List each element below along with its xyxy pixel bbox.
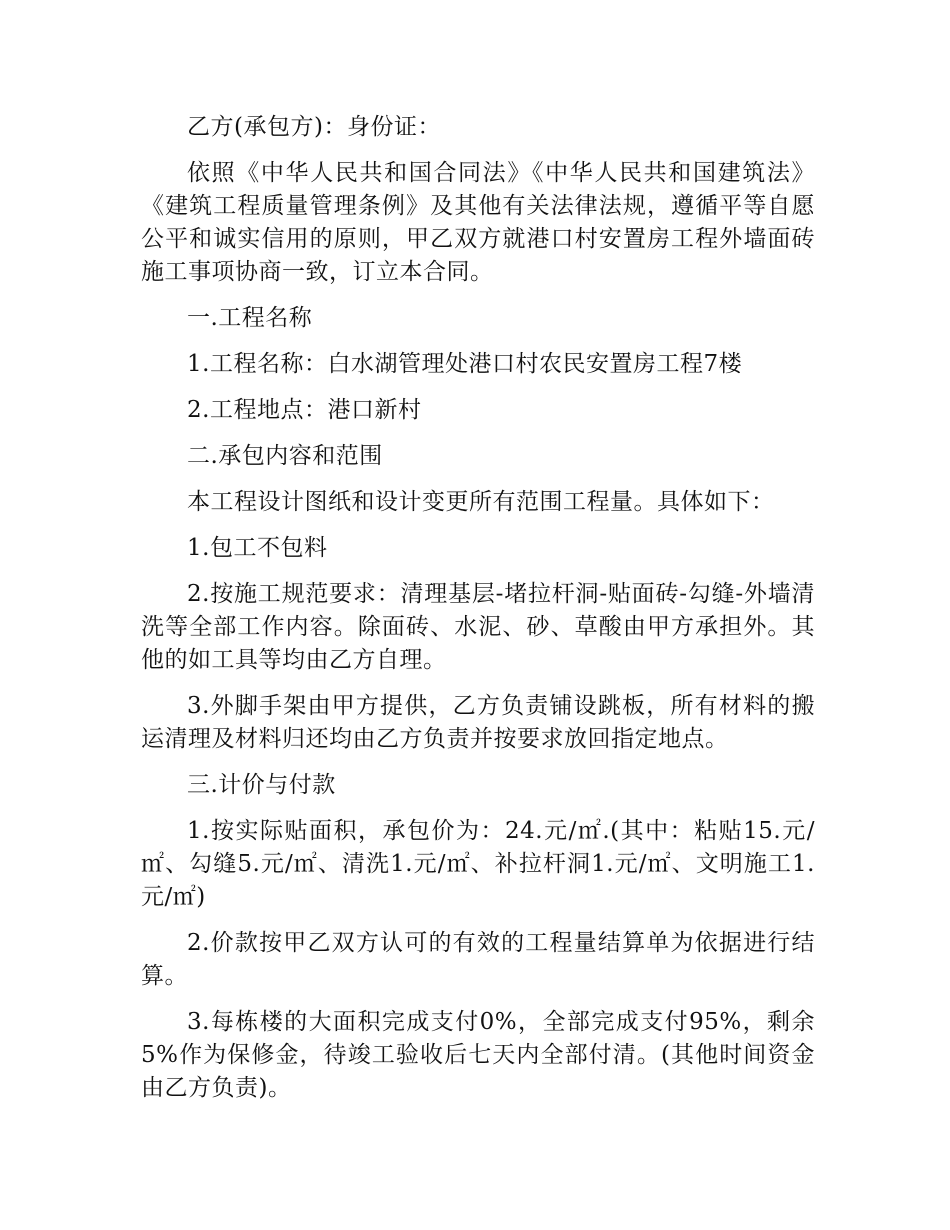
pricing-item-3: 3.每栋楼的大面积完成支付0%，全部完成支付95%，剩余5%作为保修金，待竣工验收后七天内全部付清。(其他时间资金由乙方负责)。 [141, 1009, 815, 1101]
document-body [141, 111, 815, 1118]
scope-item-2: 2.按施工规范要求：清理基层-堵拉杆洞-贴面砖-勾缝-外墙清洗等全部工作内容。除面砖、水泥、砂、草酸由甲方承担外。其他的如工具等均由乙方自理。 [141, 581, 815, 673]
project-location-item: 2.工程地点：港口新村 [187, 397, 422, 423]
scope-intro-paragraph: 本工程设计图纸和设计变更所有范围工程量。具体如下： [187, 489, 775, 515]
pricing-item-2: 2.价款按甲乙双方认可的有效的工程量结算单为依据进行结算。 [141, 930, 815, 989]
section-heading-project-name: 一.工程名称 [187, 305, 313, 331]
project-name-item: 1.工程名称：白水湖管理处港口村农民安置房工程7楼 [187, 351, 743, 377]
preamble-paragraph: 依照《中华人民共和国合同法》《中华人民共和国建筑法》《建筑工程质量管理条例》及其他有关法律法规，遵循平等自愿公平和诚实信用的原则，甲乙双方就港口村安置房工程外墙面砖施工事项协商一致，订立本合同。 [141, 160, 815, 285]
section-heading-scope: 二.承包内容和范围 [187, 443, 383, 469]
scope-item-3: 3.外脚手架由甲方提供，乙方负责铺设跳板，所有材料的搬运清理及材料归还均由乙方负责并按要求放回指定地点。 [141, 693, 815, 752]
pricing-item-1: 1.按实际贴面积，承包价为：24.元/㎡.(其中：粘贴15.元/㎡、勾缝5.元/㎡、清洗1.元/㎡、补拉杆洞1.元/㎡、文明施工1.元/㎡) [141, 818, 815, 910]
scope-item-1: 1.包工不包料 [187, 535, 328, 561]
section-heading-pricing: 三.计价与付款 [187, 772, 336, 798]
party-b-line: 乙方(承包方)：身份证： [187, 114, 441, 140]
